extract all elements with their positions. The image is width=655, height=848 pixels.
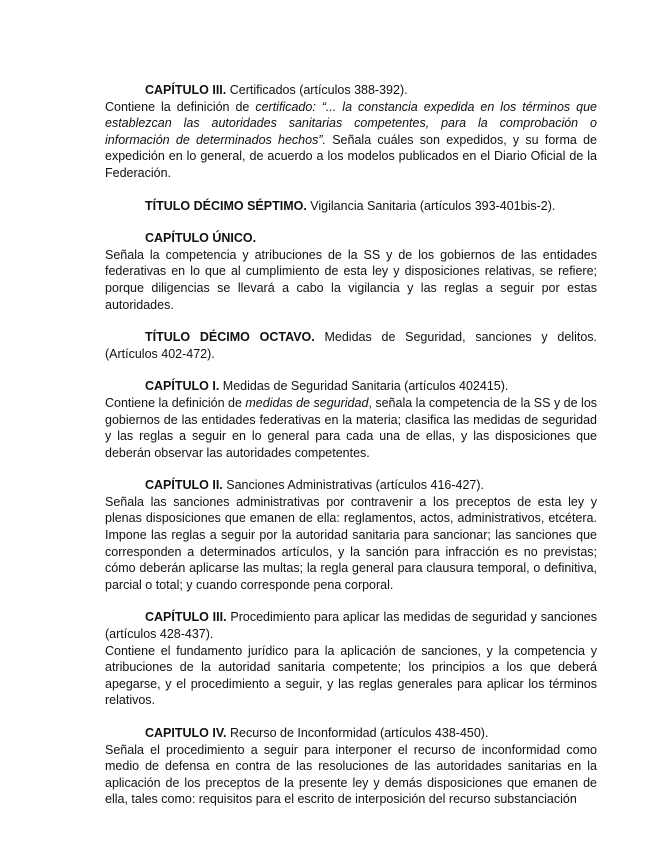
chapter-heading-recurso: [105, 725, 597, 742]
para-text: Contiene la definición de: [105, 99, 256, 114]
paragraph-sanciones: Señala las sanciones administrativas por contravenir a los preceptos de esta ley y plenas disposiciones que emanen de ella: reglamentos, actos, administrativos, etcétera. Impone las reglas a seguir por la autoridad sanitaria para sancionar; las sanciones que corresponden a determinados artículos, y la sanción para infracción es no previstas; cómo deberán aplicarse las multas; la regla general para clausura temporal, o definitiva, parcial o total; y cuando corresponde pena corporal.: [105, 494, 597, 592]
paragraph-procedimiento: Contiene el fundamento jurídico para la aplicación de sanciones, y la competencia y atribuciones de la autoridad sanitaria competente; los principios a los que deberá apegarse, y el procedimiento a seguir, y las reglas generales para aplicar los términos relativos.: [105, 643, 597, 708]
chapter-heading-sanciones: [105, 477, 597, 494]
para-text: , señala la competencia de la SS y de los gobiernos de las entidades federativas en la materia; clasifica las medidas de seguridad y las reglas a seguir en lo general para cada una de ellas, y las disposiciones que deberán observar las autoridades competentes.: [105, 395, 598, 460]
heading-text: Medidas de Seguridad, sanciones y delitos. (Artículos 402-472).: [105, 330, 598, 361]
heading-bold: CAPÍTULO III.: [145, 610, 227, 625]
para-italic: medidas de seguridad: [245, 395, 369, 410]
heading-bold: TÍTULO DÉCIMO SÉPTIMO.: [145, 198, 307, 213]
paragraph-medidas-seguridad: [105, 395, 597, 461]
heading-text: Certificados (artículos 388-392).: [226, 83, 408, 97]
heading-bold: CAPÍTULO ÚNICO.: [145, 231, 257, 246]
chapter-heading-procedimiento: [105, 609, 597, 642]
heading-bold: CAPITULO IV.: [145, 726, 227, 740]
heading-bold: CAPÍTULO II.: [145, 478, 223, 493]
heading-text: Procedimiento para aplicar las medidas de seguridad y sanciones (artículos 428-437).: [105, 610, 597, 642]
heading-bold: CAPÍTULO I.: [145, 379, 220, 394]
title-heading-vigilancia: [105, 198, 597, 215]
para-text: Contiene la definición de: [105, 395, 246, 410]
title-heading-medidas: [105, 329, 597, 362]
heading-text: Vigilancia Sanitaria (artículos 393-401bis-2).: [306, 198, 556, 213]
paragraph-certificados: [105, 99, 597, 182]
chapter-heading-medidas-seguridad: [105, 378, 597, 395]
heading-text: Sanciones Administrativas (artículos 416-427).: [222, 478, 485, 493]
chapter-heading-certificados: [105, 82, 597, 99]
heading-bold: TÍTULO DÉCIMO OCTAVO.: [145, 330, 315, 345]
heading-bold: CAPÍTULO III.: [145, 83, 227, 97]
para-text: Señala cuáles son expedidos, y su forma de expedición en lo general, de acuerdo a los modelos publicados en el Diario Oficial de la Federación.: [105, 132, 597, 180]
heading-text: Recurso de Inconformidad (artículos 438-450).: [226, 726, 489, 740]
chapter-heading-unico: [105, 230, 597, 247]
paragraph-unico: Señala la competencia y atribuciones de la SS y de los gobiernos de las entidades federativas en lo que al cumplimiento de esta ley y disposiciones relativas, se refiere; porque diligencias se llevará a cabo la vigilancia y las reglas a seguir por estas autoridades.: [105, 247, 597, 312]
para-italic: certificado: “... la constancia expedida en los términos que establezcan las autoridades sanitarias competentes, para la comprobación o información de determinados hechos”.: [105, 99, 597, 147]
paragraph-recurso: Señala el procedimiento a seguir para interponer el recurso de inconformidad como medio de defensa en contra de las resoluciones de las autoridades sanitarias en la aplicación de los preceptos de la presente ley y demás disposiciones que emanen de ella, tales como: requisitos para el escrito de interposición del recurso substanciación: [105, 742, 597, 807]
heading-text: Medidas de Seguridad Sanitaria (artículos 402415).: [219, 379, 509, 394]
